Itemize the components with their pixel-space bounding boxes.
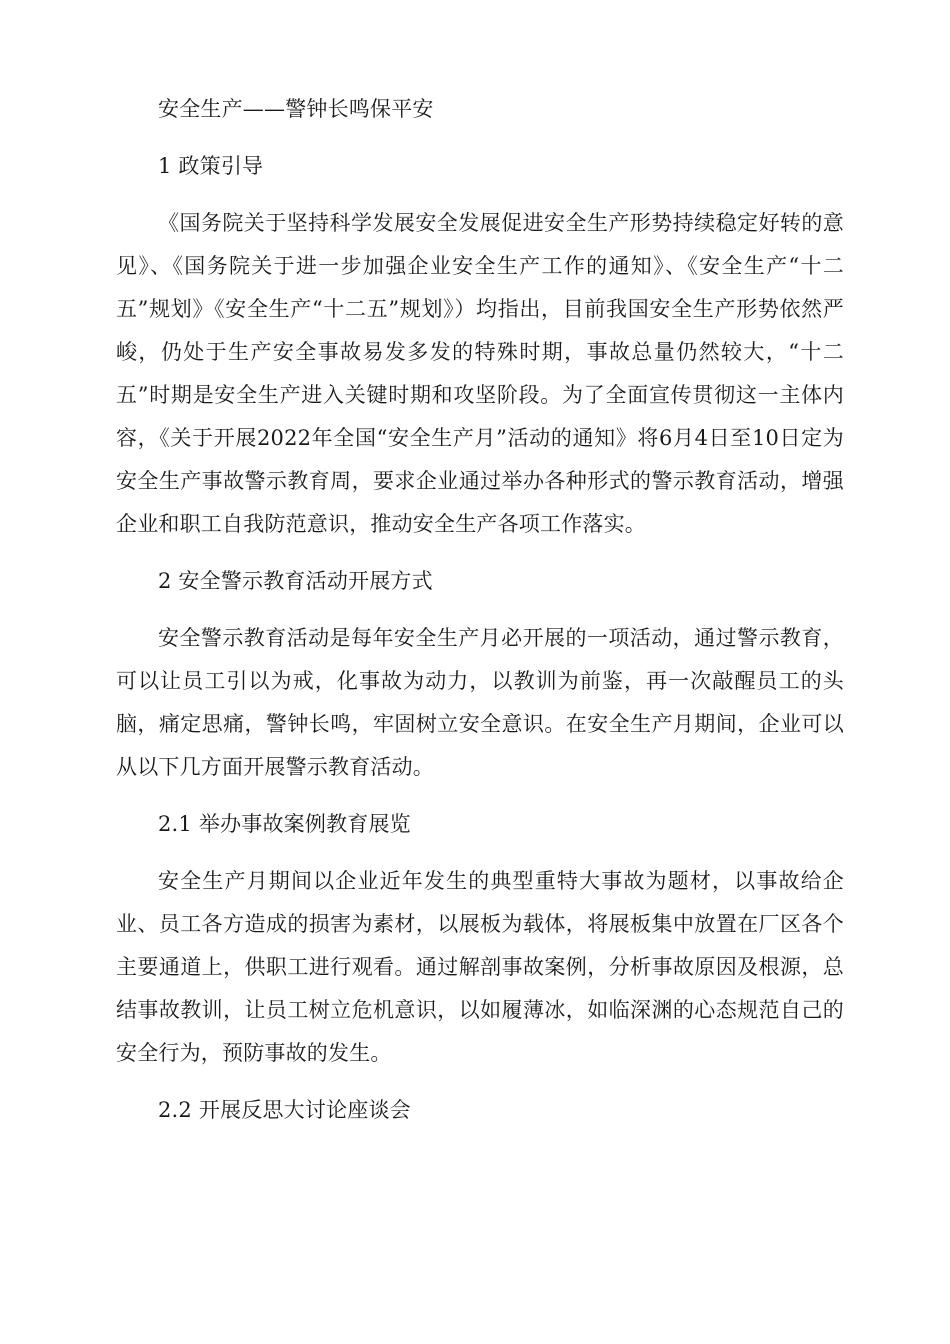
section-heading-2: 2 安全警示教育活动开展方式 [158, 569, 433, 593]
paragraph-activity-methods: 安全警示教育活动是每年安全生产月必开展的一项活动，通过警示教育，可以让员工引以为戒，化事故为动力，以教训为前鉴，再一次敲醒员工的头脑，痛定思痛，警钟长鸣，牢固树立安全意识。在安全生产月期间，企业可以从以下几方面开展警示教育活动。 [116, 626, 844, 779]
document-title: 安全生产——警钟长鸣保平安 [158, 97, 434, 121]
section-heading-2-1: 2.1 举办事故案例教育展览 [158, 812, 411, 836]
document-page [116, 88, 844, 1132]
paragraph-policy-guidance: 《国务院关于坚持科学发展安全发展促进安全生产形势持续稳定好转的意见》、《国务院关于进一步加强企业安全生产工作的通知》、《安全生产“十二五”规划》《安全生产“十二五”规划》）均指出，目前我国安全生产形势依然严峻，仍处于生产安全事故易发多发的特殊时期，事故总量仍然较大，“十二五”时期是安全生产进入关键时期和攻坚阶段。为了全面宣传贯彻这一主体内容，《关于开展2022年全国“安全生产月”活动的通知》将6月4日至10日定为安全生产事故警示教育周，要求企业通过举办各种形式的警示教育活动，增强企业和职工自我防范意识，推动安全生产各项工作落实。 [116, 211, 844, 536]
section-heading-1: 1 政策引导 [158, 154, 264, 178]
section-heading-2-2: 2.2 开展反思大讨论座谈会 [158, 1098, 411, 1122]
paragraph-case-exhibition: 安全生产月期间以企业近年发生的典型重特大事故为题材，以事故给企业、员工各方造成的损害为素材，以展板为载体，将展板集中放置在厂区各个主要通道上，供职工进行观看。通过解剖事故案例，分析事故原因及根源，总结事故教训，让员工树立危机意识，以如履薄冰，如临深渊的心态规范自己的安全行为，预防事故的发生。 [116, 869, 844, 1065]
